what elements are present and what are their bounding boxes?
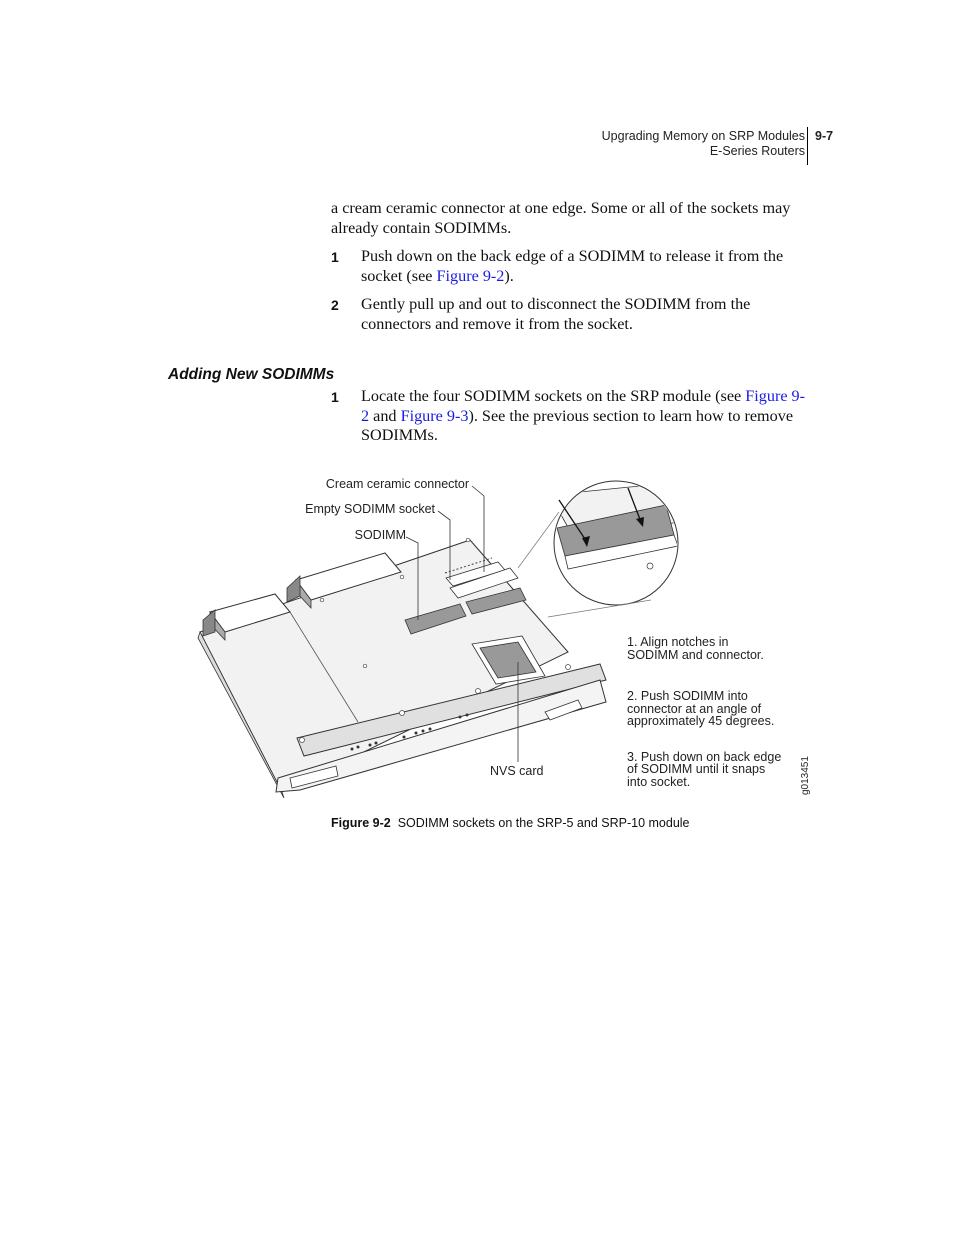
intro-paragraph: a cream ceramic connector at one edge. Some or all of the sockets may already contain SODIMMs. <box>331 199 791 237</box>
step-number: 1 <box>331 389 339 405</box>
note-2-line-1: 2. Push SODIMM into <box>627 689 748 703</box>
step-number: 1 <box>331 249 339 265</box>
step-text-part: and <box>369 406 401 425</box>
header-title: Upgrading Memory on SRP Modules <box>601 129 805 143</box>
label-empty-socket: Empty SODIMM socket <box>305 502 435 516</box>
header-subtitle: E-Series Routers <box>709 144 805 158</box>
step-text-part: ). See the previous section to learn how to remove SODIMMs. <box>361 406 794 444</box>
figure-9-2-link[interactable]: Figure 9-2 <box>361 387 806 425</box>
note-2-line-3: approximately 45 degrees. <box>627 714 775 728</box>
step-text-part: Locate the four SODIMM sockets on the SRP module (see <box>361 387 746 405</box>
step-text-part: Push down on the back edge of a SODIMM to release it from the socket (see <box>361 247 784 285</box>
caption-label: Figure 9-2 <box>331 816 391 830</box>
figure-9-3-link[interactable]: Figure 9-3 <box>400 406 469 425</box>
note-3-line-2: of SODIMM until it snaps <box>627 762 766 776</box>
figure-9-2-link[interactable]: Figure 9-2 <box>436 266 505 285</box>
inset-callout-line <box>518 512 559 568</box>
figure-id: g013451 <box>800 756 811 795</box>
note-1-line-1: 1. Align notches in <box>627 635 729 649</box>
note-3-line-1: 3. Push down on back edge <box>627 750 782 764</box>
figure-caption <box>331 816 690 830</box>
instruction-notes <box>627 635 781 789</box>
page-number: 9-7 <box>815 129 834 143</box>
label-sodimm: SODIMM <box>354 528 406 542</box>
step-text-part: ). <box>504 266 514 285</box>
label-cream-connector: Cream ceramic connector <box>325 477 469 491</box>
note-2-line-2: connector at an angle of <box>627 702 762 716</box>
section-heading: Adding New SODIMMs <box>168 366 335 383</box>
note-3-line-3: into socket. <box>627 775 691 789</box>
step-number: 2 <box>331 297 339 313</box>
note-1-line-2: SODIMM and connector. <box>627 648 764 662</box>
label-nvs-card: NVS card <box>490 764 544 778</box>
step-text: Gently pull up and out to disconnect the SODIMM from the connectors and remove it from the socket. <box>361 295 751 333</box>
caption-text: SODIMM sockets on the SRP-5 and SRP-10 module <box>397 816 690 830</box>
